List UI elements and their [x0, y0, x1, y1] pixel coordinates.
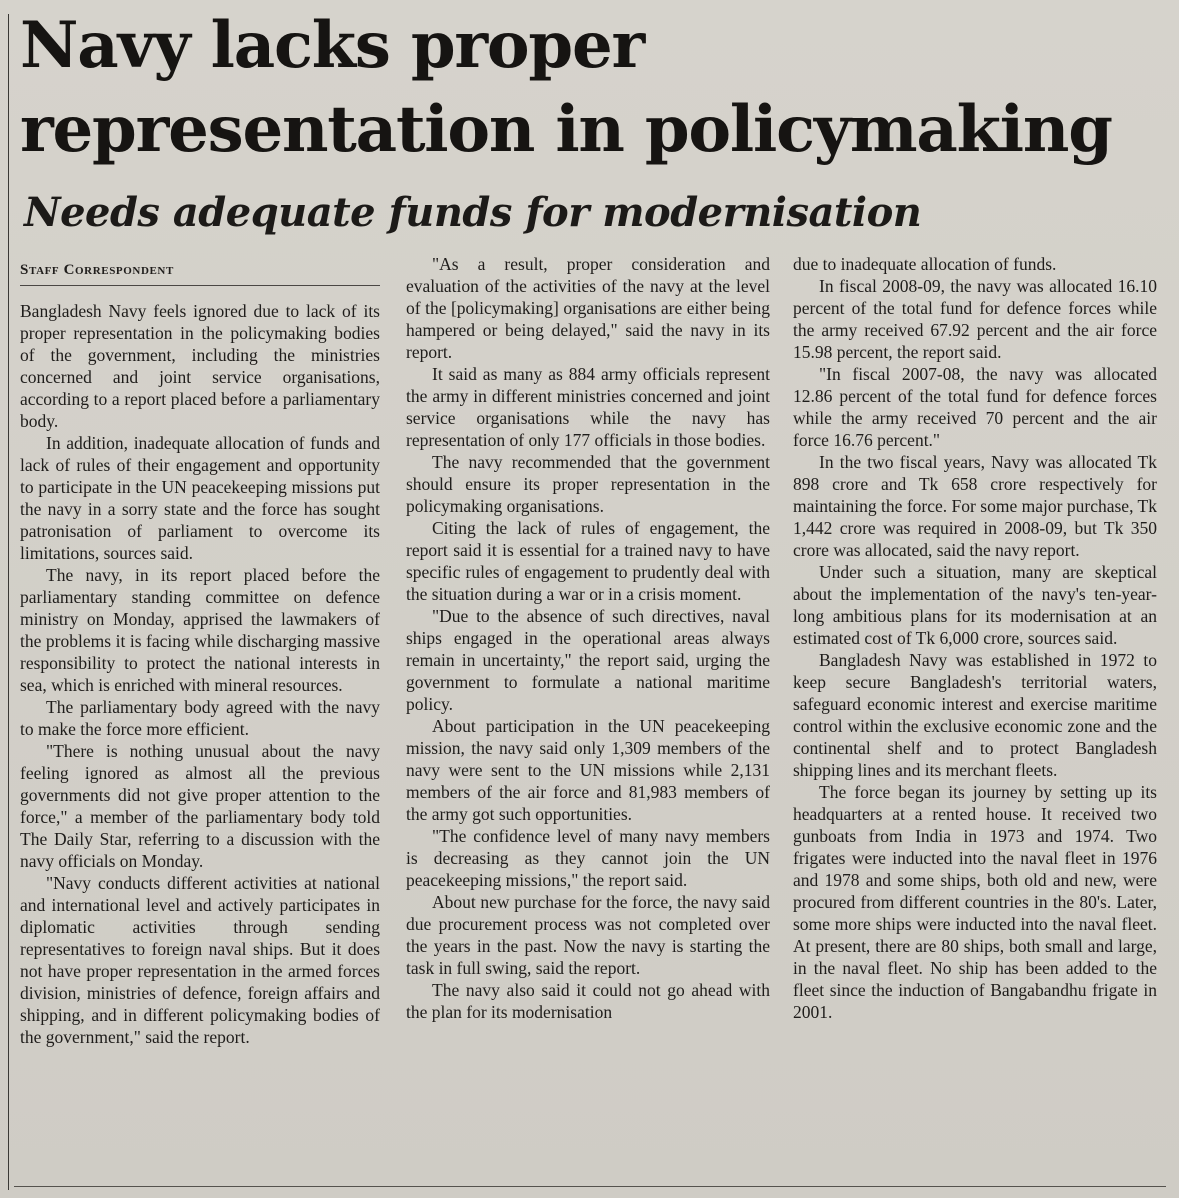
paragraph: "Due to the absence of such directives, naval ships engaged in the operational areas always remain in uncertainty," the report said, urging the government to formulate a national maritime policy.	[406, 606, 770, 714]
paragraph: About participation in the UN peacekeeping mission, the navy said only 1,309 members of the navy were sent to the UN missions while 2,131 members of the air force and 81,983 members of the army got such opportunities.	[406, 716, 770, 824]
paragraph: Bangladesh Navy was established in 1972 to keep secure Bangladesh's territorial waters, safeguard economic interest and exercise maritime control within the exclusive economic zone and the continental shelf and to protect Bangladesh shipping lines and its merchant fleets.	[793, 650, 1157, 780]
column-rule-left	[8, 14, 9, 1190]
byline: Staff Correspondent	[20, 262, 174, 278]
article-column-2	[406, 253, 770, 1023]
paragraph: In fiscal 2008-09, the navy was allocated 16.10 percent of the total fund for defence forces while the army received 67.92 percent and the air force 15.98 percent, the report said.	[793, 276, 1157, 362]
paragraph: Citing the lack of rules of engagement, the report said it is essential for a trained navy to have specific rules of engagement to prudently deal with the situation during a war or in a crisis moment.	[406, 518, 770, 604]
paragraph: In the two fiscal years, Navy was allocated Tk 898 crore and Tk 658 crore respectively for maintaining the force. For some major purchase, Tk 1,442 crore was required in 2008-09, but Tk 350 crore was allocated, said the navy report.	[793, 452, 1157, 560]
paragraph: "Navy conducts different activities at national and international level and actively participates in diplomatic activities through sending representatives to foreign naval ships. But it does not have proper representation in the armed forces division, ministries of defence, foreign affairs and shipping, and in different policymaking bodies of the government," said the report.	[20, 873, 380, 1047]
paragraph: "There is nothing unusual about the navy feeling ignored as almost all the previous governments did not give proper attention to the force," a member of the parliamentary body told The Daily Star, referring to a discussion with the navy officials on Monday.	[20, 741, 380, 871]
paragraph: The force began its journey by setting up its headquarters at a rented house. It received two gunboats from India in 1973 and 1974. Two frigates were inducted into the naval fleet in 1976 and 1978 and some ships, both old and new, were procured from different countries in the 80's. Later, some more ships were inducted into the naval fleet. At present, there are 80 ships, both small and large, in the naval fleet. No ship has been added to the fleet since the induction of Bangabandhu frigate in 2001.	[793, 782, 1157, 1022]
paragraph: The navy recommended that the government should ensure its proper representation in the policymaking organisations.	[406, 452, 770, 516]
headline: Navy lacks proper representation in policymaking	[20, 8, 1112, 167]
paragraph: The navy, in its report placed before the parliamentary standing committee on defence ministry on Monday, apprised the lawmakers of the problems it is facing while discharging massive responsibility to protect the national interests in sea, which is enriched with mineral resources.	[20, 565, 380, 695]
paragraph: "In fiscal 2007-08, the navy was allocated 12.86 percent of the total fund for defence forces while the army received 70 percent and the air force 16.76 percent."	[793, 364, 1157, 450]
paragraph: "The confidence level of many navy members is decreasing as they cannot join the UN peacekeeping missions," the report said.	[406, 826, 770, 890]
subheadline: Needs adequate funds for modernisation	[24, 189, 922, 236]
paragraph: About new purchase for the force, the navy said due procurement process was not completed over the years in the past. Now the navy is starting the task in full swing, said the report.	[406, 892, 770, 978]
paragraph: due to inadequate allocation of funds.	[793, 254, 1057, 274]
article-column-3	[793, 253, 1157, 1023]
paragraph: "As a result, proper consideration and evaluation of the activities of the navy at the level of the [policymaking] organisations are either being hampered or being delayed," said the navy in its report.	[406, 254, 770, 362]
paragraph: Under such a situation, many are skeptical about the implementation of the navy's ten-year-long ambitious plans for its modernisation at an estimated cost of Tk 6,000 crore, sources said.	[793, 562, 1157, 648]
paragraph: It said as many as 884 army officials represent the army in different ministries concerned and joint service organisations while the navy has representation of only 177 officials in those bodies.	[406, 364, 770, 450]
article-column-1	[20, 300, 380, 1048]
paragraph: Bangladesh Navy feels ignored due to lack of its proper representation in the policymaking bodies of the government, including the ministries concerned and joint service organisations, according to a report placed before a parliamentary body.	[20, 301, 380, 431]
paragraph: The navy also said it could not go ahead with the plan for its modernisation	[406, 980, 770, 1022]
bottom-divider	[14, 1186, 1166, 1187]
paragraph: The parliamentary body agreed with the navy to make the force more efficient.	[20, 697, 380, 739]
byline-divider	[20, 285, 380, 286]
paragraph: In addition, inadequate allocation of funds and lack of rules of their engagement and opportunity to participate in the UN peacekeeping missions put the navy in a sorry state and the force has sought patronisation of parliament to overcome its limitations, sources said.	[20, 433, 380, 563]
